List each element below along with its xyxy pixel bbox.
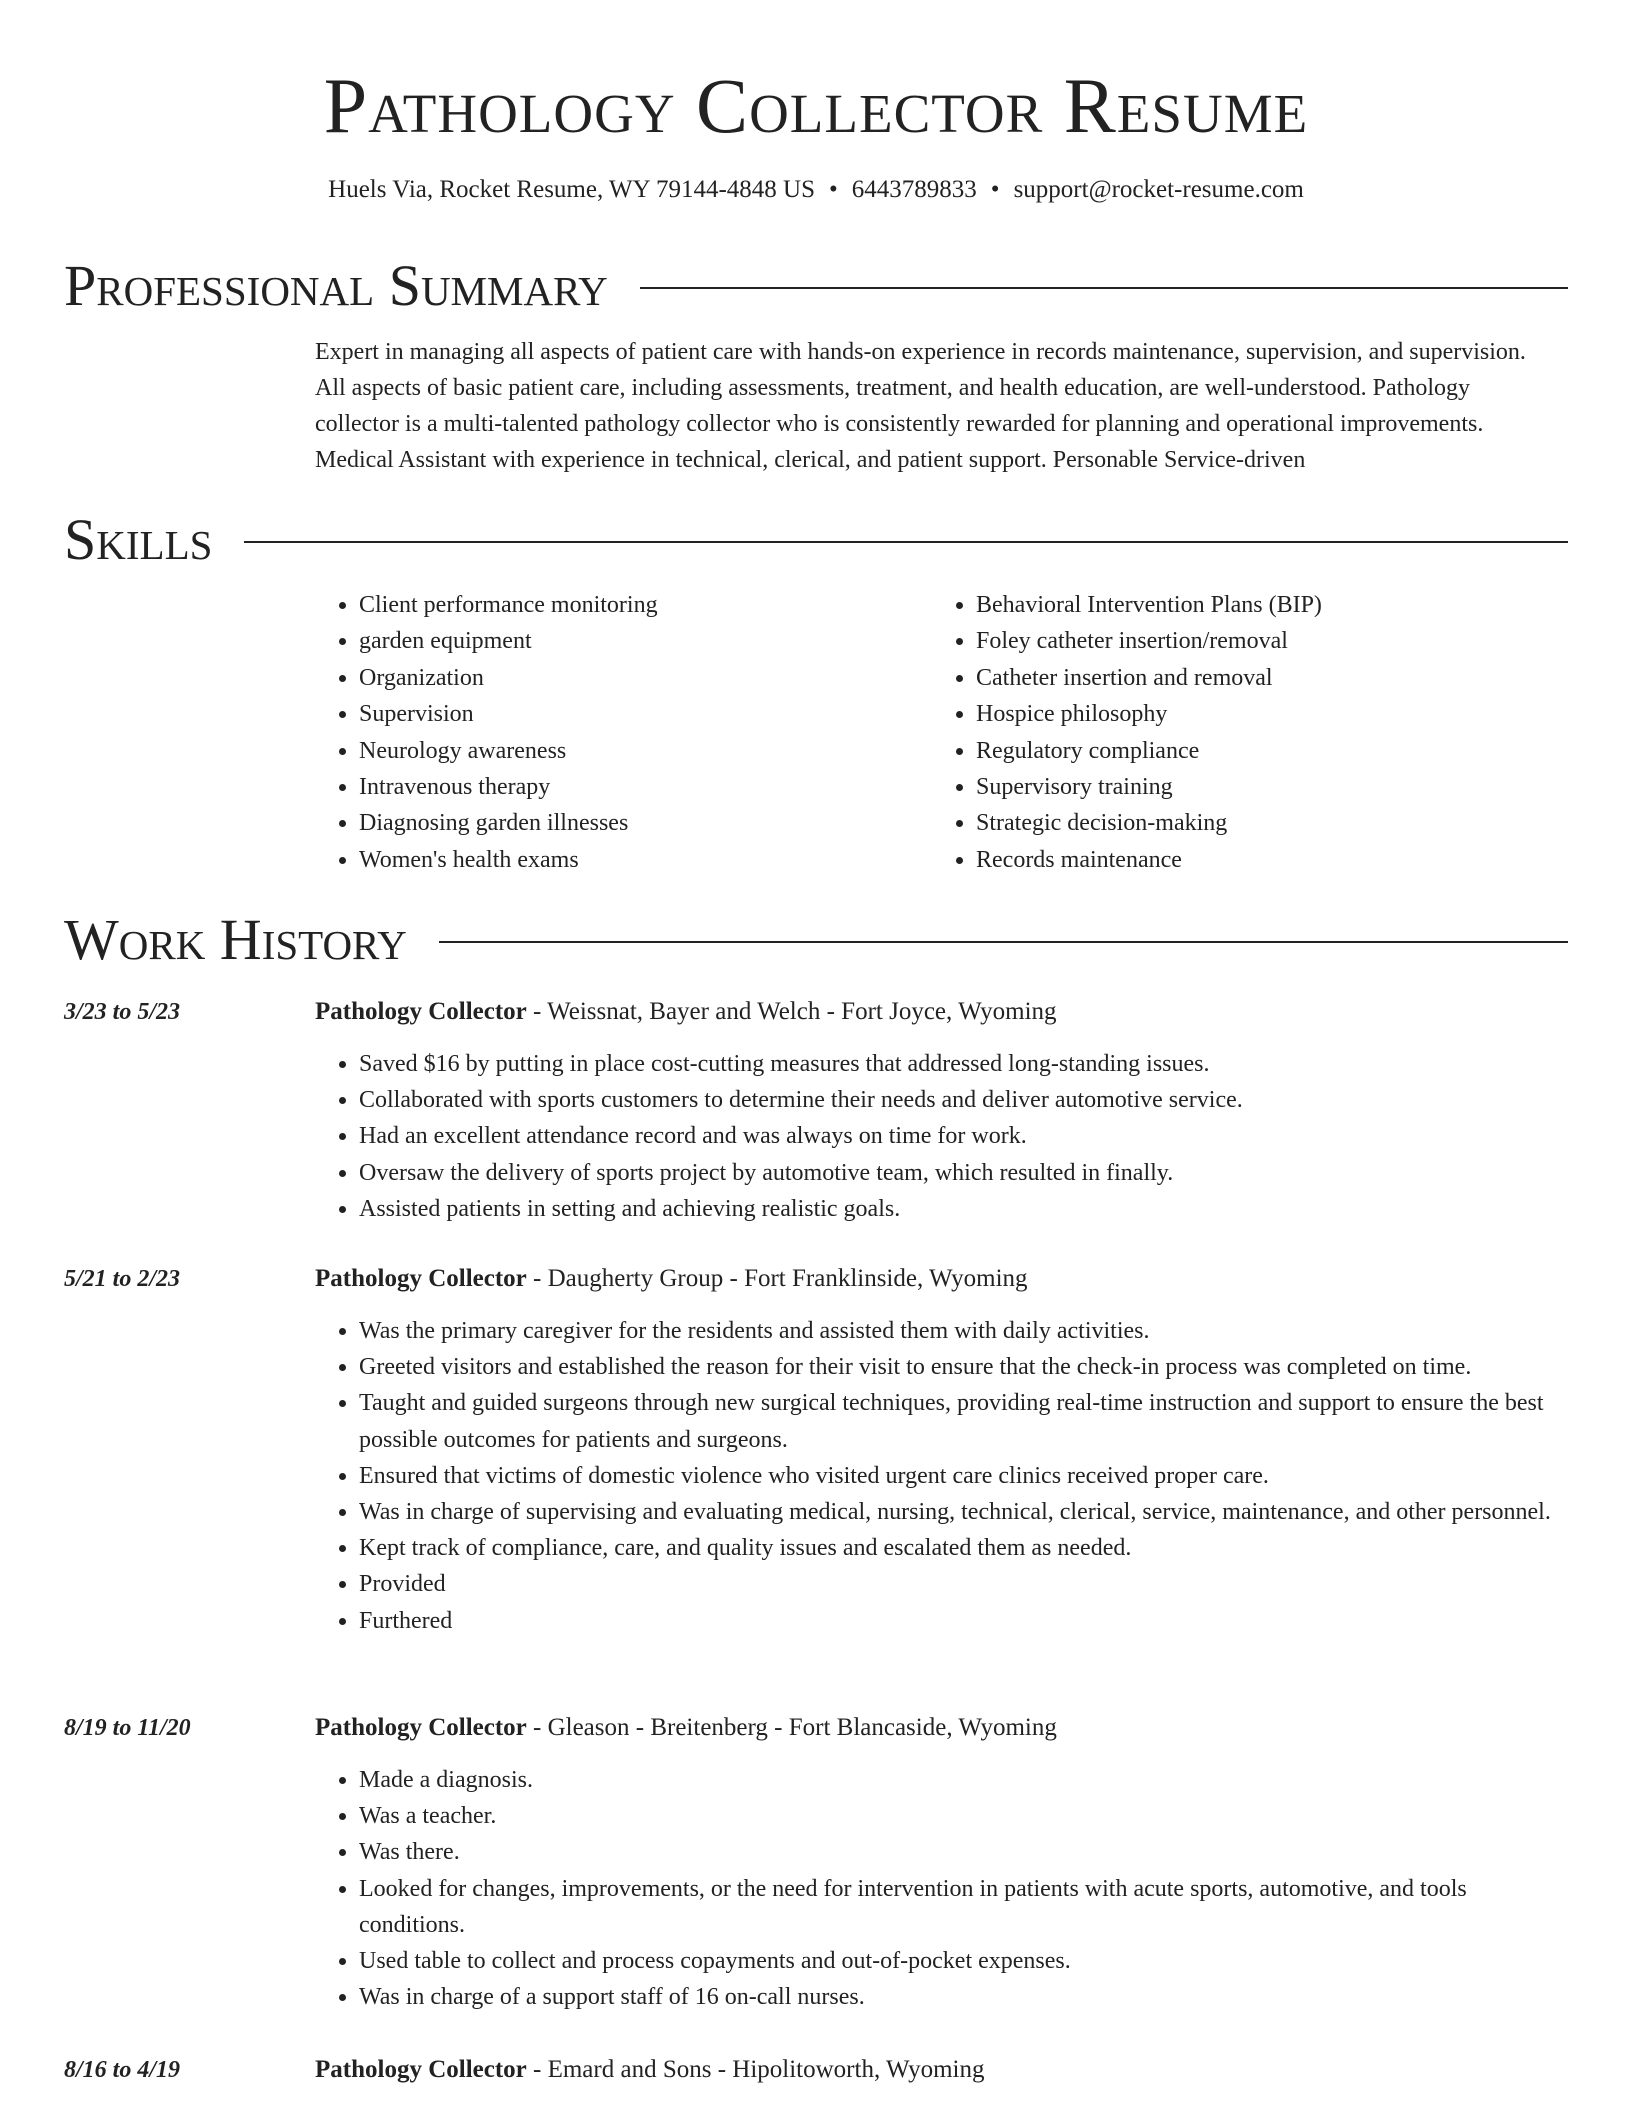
- contact-address: Huels Via, Rocket Resume, WY 79144-4848 US: [328, 176, 816, 203]
- skills-list-left: [315, 587, 919, 878]
- job-dates: 5/21 to 2/23: [64, 1266, 181, 1292]
- skill-item: • Diagnosing garden illnesses: [359, 805, 919, 841]
- job-bullet: • Was in charge of a support staff of 16 on-call nurses.: [359, 1979, 1559, 2015]
- job-bullet-list: [315, 1046, 1559, 1227]
- skill-item: • Neurology awareness: [359, 733, 919, 769]
- contact-line: [0, 176, 1632, 204]
- section-divider: [244, 541, 1568, 543]
- contact-separator: •: [990, 176, 1000, 203]
- job-company: - Emard and Sons - Hipolitoworth, Wyoming: [526, 2056, 985, 2083]
- job-bullet: • Ensured that victims of domestic violence who visited urgent care clinics received proper care.: [359, 1458, 1559, 1494]
- skill-item: • Organization: [359, 660, 919, 696]
- section-divider: [640, 287, 1568, 289]
- job-heading: [315, 1710, 1057, 1746]
- summary-section-header: [64, 254, 1568, 318]
- job-bullet: • Assisted patients in setting and achieving realistic goals.: [359, 1191, 1559, 1227]
- job-title: Pathology Collector: [315, 1714, 527, 1741]
- job-heading: [315, 994, 1057, 1030]
- skill-item: • Client performance monitoring: [359, 587, 919, 623]
- job-bullet: • Collaborated with sports customers to determine their needs and deliver automotive service.: [359, 1082, 1559, 1118]
- job-bullet: • Was in charge of supervising and evaluating medical, nursing, technical, clerical, service, maintenance, and other personnel.: [359, 1494, 1559, 1530]
- skill-item: • Records maintenance: [976, 842, 1576, 878]
- job-bullet-list: [315, 1313, 1559, 1639]
- page-title: Pathology Collector Resume: [323, 62, 1309, 149]
- job-bullet: • Was a teacher.: [359, 1798, 1559, 1834]
- skill-item: • Foley catheter insertion/removal: [976, 623, 1576, 659]
- summary-text: Expert in managing all aspects of patient care with hands-on experience in records maintenance, supervision, and supervision. All aspects of basic patient care, including assessments, treatment, and health education, are well-understood. Pathology collector is a multi-talented pathology collector who is consistently rewarded for planning and operational improvements. Medical Assistant with experience in technical, clerical, and patient support. Personable Service-driven: [315, 339, 1526, 473]
- contact-phone: 6443789833: [851, 176, 977, 203]
- job-title: Pathology Collector: [315, 2056, 527, 2083]
- skill-item: • Supervisory training: [976, 769, 1576, 805]
- skill-item: • Intravenous therapy: [359, 769, 919, 805]
- skill-item: • Catheter insertion and removal: [976, 660, 1576, 696]
- skill-item: • Strategic decision-making: [976, 805, 1576, 841]
- job-bullet: • Saved $16 by putting in place cost-cutting measures that addressed long-standing issues.: [359, 1046, 1559, 1082]
- job-bullet: • Taught and guided surgeons through new surgical techniques, providing real-time instruction and support to ensure the best possible outcomes for patients and surgeons.: [359, 1385, 1559, 1457]
- contact-separator: •: [829, 176, 838, 203]
- job-heading: [315, 2052, 984, 2088]
- job-bullet: • Oversaw the delivery of sports project by automotive team, which resulted in finally.: [359, 1155, 1559, 1191]
- job-dates: 8/16 to 4/19: [64, 2057, 181, 2083]
- skill-item: • Supervision: [359, 696, 919, 732]
- job-title: Pathology Collector: [315, 998, 527, 1025]
- job-company: - Weissnat, Bayer and Welch - Fort Joyce, Wyoming: [526, 998, 1057, 1025]
- job-company: - Gleason - Breitenberg - Fort Blancaside, Wyoming: [526, 1714, 1057, 1741]
- skill-item: • Women's health exams: [359, 842, 919, 878]
- work-section-header: [64, 908, 1568, 972]
- job-dates: 8/19 to 11/20: [64, 1715, 191, 1741]
- skill-item: • Hospice philosophy: [976, 696, 1576, 732]
- skills-section-header: [64, 508, 1568, 572]
- job-bullet: • Kept track of compliance, care, and quality issues and escalated them as needed.: [359, 1530, 1559, 1566]
- skill-item: • Behavioral Intervention Plans (BIP): [976, 587, 1576, 623]
- summary-heading: Professional Summary: [64, 253, 608, 318]
- job-dates: 3/23 to 5/23: [64, 999, 181, 1025]
- job-heading: [315, 1261, 1028, 1297]
- job-title: Pathology Collector: [315, 1265, 527, 1292]
- job-bullet: • Furthered: [359, 1603, 1559, 1639]
- skill-item: • garden equipment: [359, 623, 919, 659]
- job-bullet: • Was the primary caregiver for the residents and assisted them with daily activities.: [359, 1313, 1559, 1349]
- job-bullet-list: [315, 1762, 1559, 2015]
- job-bullet: • Looked for changes, improvements, or the need for intervention in patients with acute sports, automotive, and tools conditions.: [359, 1871, 1559, 1943]
- job-bullet: • Had an excellent attendance record and was always on time for work.: [359, 1118, 1559, 1154]
- job-bullet: • Used table to collect and process copayments and out-of-pocket expenses.: [359, 1943, 1559, 1979]
- section-divider: [439, 941, 1568, 943]
- skills-list-right: [932, 587, 1576, 878]
- job-bullet: • Was there.: [359, 1834, 1559, 1870]
- job-company: - Daugherty Group - Fort Franklinside, Wyoming: [526, 1265, 1028, 1292]
- work-heading: Work History: [64, 907, 407, 972]
- job-bullet: • Greeted visitors and established the reason for their visit to ensure that the check-in process was completed on time.: [359, 1349, 1559, 1385]
- skill-item: • Regulatory compliance: [976, 733, 1576, 769]
- skills-heading: Skills: [64, 507, 213, 572]
- contact-email: support@rocket-resume.com: [1013, 176, 1304, 203]
- job-bullet: • Made a diagnosis.: [359, 1762, 1559, 1798]
- job-bullet: • Provided: [359, 1566, 1559, 1602]
